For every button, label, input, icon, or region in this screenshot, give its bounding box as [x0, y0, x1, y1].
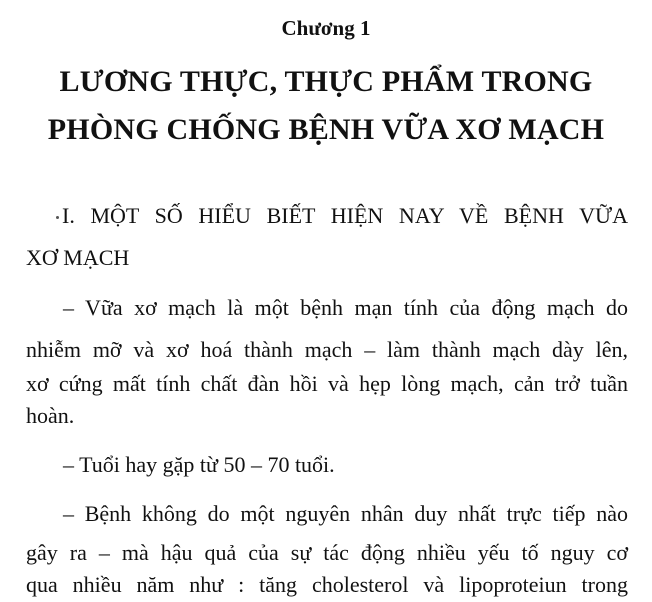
- chapter-title-line-1: LƯƠNG THỰC, THỰC PHẨM TRONG: [59, 65, 593, 98]
- paragraph-3-line-3: qua nhiều năm như : tăng cholesterol và lipoproteiun trong: [26, 572, 628, 597]
- paragraph-1-line-2: nhiễm mỡ và xơ hoá thành mạch – làm thành mạch dày lên,: [26, 337, 628, 362]
- paragraph-3-line-2: gây ra – mà hậu quả của sự tác động nhiều yếu tố nguy cơ: [26, 540, 628, 565]
- paragraph-2-line-1: – Tuổi hay gặp từ 50 – 70 tuổi.: [63, 452, 335, 477]
- section-heading-line-1: I. MỘT SỐ HIỂU BIẾT HIỆN NAY VỀ BỆNH VỮA: [56, 201, 628, 231]
- paragraph-1-line-1: – Vữa xơ mạch là một bệnh mạn tính của động mạch do: [63, 295, 628, 320]
- section-heading-line-2: XƠ MẠCH: [26, 245, 130, 270]
- paragraph-3-line-1: – Bệnh không do một nguyên nhân duy nhất trực tiếp nào: [63, 501, 628, 526]
- paragraph-1-line-3: xơ cứng mất tính chất đàn hồi và hẹp lòng mạch, cản trở tuần: [26, 371, 628, 396]
- ink-speck: [56, 216, 59, 219]
- chapter-label: Chương 1: [281, 16, 371, 40]
- paragraph-1-line-4: hoàn.: [26, 403, 75, 428]
- chapter-title-line-2: PHÒNG CHỐNG BỆNH VỮA XƠ MẠCH: [47, 113, 605, 146]
